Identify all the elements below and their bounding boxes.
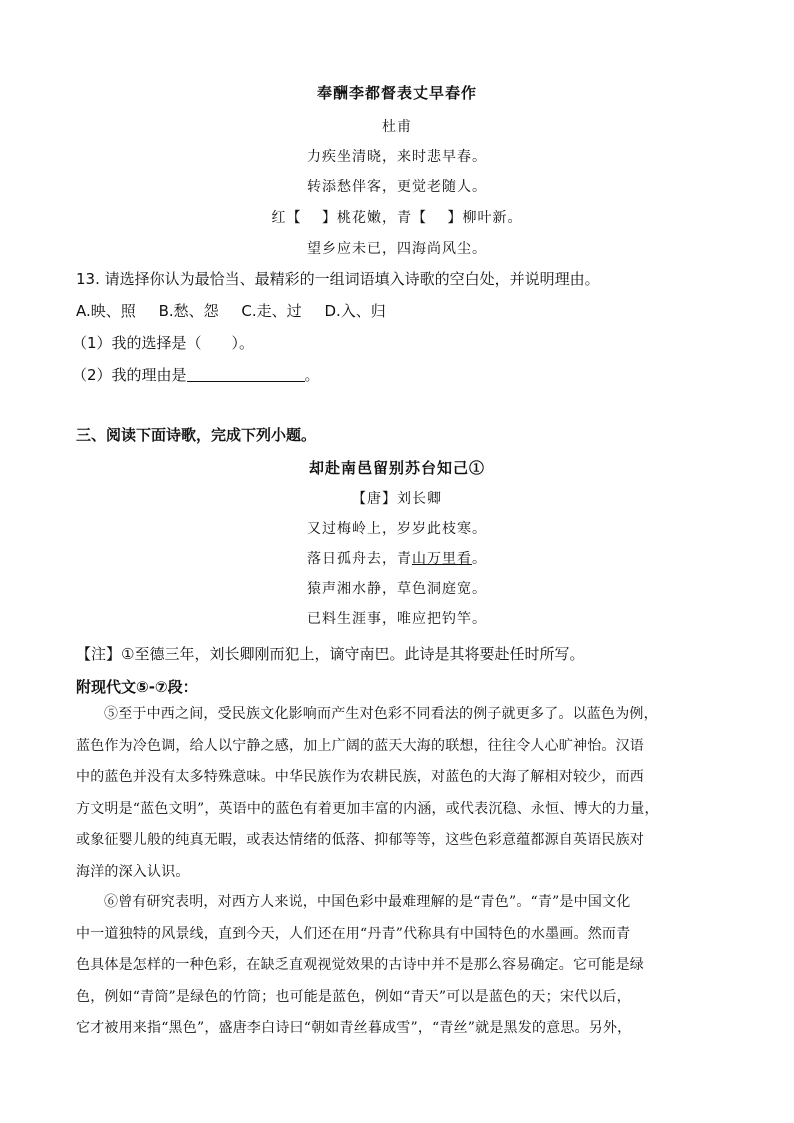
option-a: A.映、照 (76, 302, 136, 320)
poem1-line: 力疾坐清晓，来时悲早春。 (307, 149, 487, 165)
paragraph-line: 海洋的深入认识。 (76, 863, 190, 880)
question-13-sub1: （1）我的选择是（ ）。 (72, 334, 255, 352)
paragraph-line: 色，例如“青筒”是绿色的竹筒；也可能是蓝色，例如“青天”可以是蓝色的天；宋代以后， (76, 988, 631, 1005)
poem2-line: 又过梅岭上，岁岁此枝寒。 (307, 521, 487, 537)
poem2-author: 【唐】刘长卿 (352, 491, 442, 507)
poem2-note: 【注】①至德三年，刘长卿刚而犯上，谪守南巴。此诗是其将要赴任时所写。 (76, 645, 585, 663)
question-13-stem: 13. 请选择你认为最恰当、最精彩的一组词语填入诗歌的空白处，并说明理由。 (76, 270, 600, 288)
underlined-phrase: 山万里看 (412, 551, 472, 567)
paragraph-line: 或象征婴儿般的纯真无暇，或表达情绪的低落、抑郁等等，这些色彩意蕴都源自英语民族对 (76, 832, 644, 848)
sub2-prefix: （2）我的理由是 (72, 366, 187, 384)
paragraph-line: 它才被用来指“黑色”，盛唐李白诗曰“朝如青丝暮成雪”，“青丝”就是黑发的意思。另外， (76, 1020, 632, 1036)
poem2-line2-start: 落日孤舟去，青 (307, 551, 412, 567)
paragraph-line: 蓝色作为冷色调，给人以宁静之感，加上广阔的蓝天大海的联想，往往令人心旷神怡。汉语 (76, 737, 644, 754)
paragraph-line: 色具体是怎样的一种色彩，在缺乏直观视觉效果的古诗中并不是那么容易确定。它可能是绿 (76, 957, 644, 973)
paragraph-line: 中一道独特的风景线，直到今天，人们还在用“丹青”代称具有中国特色的水墨画。然而青 (76, 925, 631, 942)
poem1-line: 红【 】桃花嫩，青【 】柳叶新。 (271, 210, 523, 226)
paragraph-5 (76, 699, 722, 888)
poem1-line: 转添愁伴客，更觉老随人。 (307, 179, 487, 195)
answer-blank (187, 367, 305, 382)
poem1-author: 杜甫 (382, 119, 412, 135)
poem1-line: 望乡应未已，四海尚风尘。 (307, 241, 487, 257)
section-3-heading: 三、阅读下面诗歌，完成下列小题。 (76, 426, 317, 444)
paragraph-6 (76, 887, 722, 1045)
option-b: B.愁、怨 (158, 302, 219, 320)
appendix-heading: 附现代文⑤-⑦段： (76, 678, 198, 696)
paragraph-line: 方文明是“蓝色文明”，英语中的蓝色有着更加丰富的内涵，或代表沉稳、永恒、博大的力量， (76, 800, 659, 817)
poem1-title: 奉酬李都督表丈早春作 (316, 84, 477, 102)
option-d: D.入、归 (324, 302, 386, 320)
poem2-title: 却赴南邑留别苏台知己① (308, 459, 485, 477)
question-13-sub2 (72, 364, 320, 385)
option-c: C.走、过 (241, 302, 302, 320)
poem2-line (0, 548, 794, 568)
sub2-suffix: 。 (304, 366, 320, 384)
poem2-line2-end: 。 (472, 551, 487, 567)
question-13-options (76, 300, 404, 321)
poem2-line: 已料生涯事，唯应把钓竿。 (307, 611, 487, 627)
paragraph-line: ⑥曾有研究表明，对西方人来说，中国色彩中最难理解的是“青色”。“青”是中国文化 (104, 894, 631, 910)
paragraph-line: 中的蓝色并没有太多特殊意味。中华民族作为农耕民族，对蓝色的大海了解相对较少，而西 (76, 769, 644, 785)
paragraph-line: ⑤至于中西之间，受民族文化影响而产生对色彩不同看法的例子就更多了。以蓝色为例， (104, 706, 658, 722)
poem2-line: 猿声湘水静，草色洞庭宽。 (307, 581, 487, 597)
